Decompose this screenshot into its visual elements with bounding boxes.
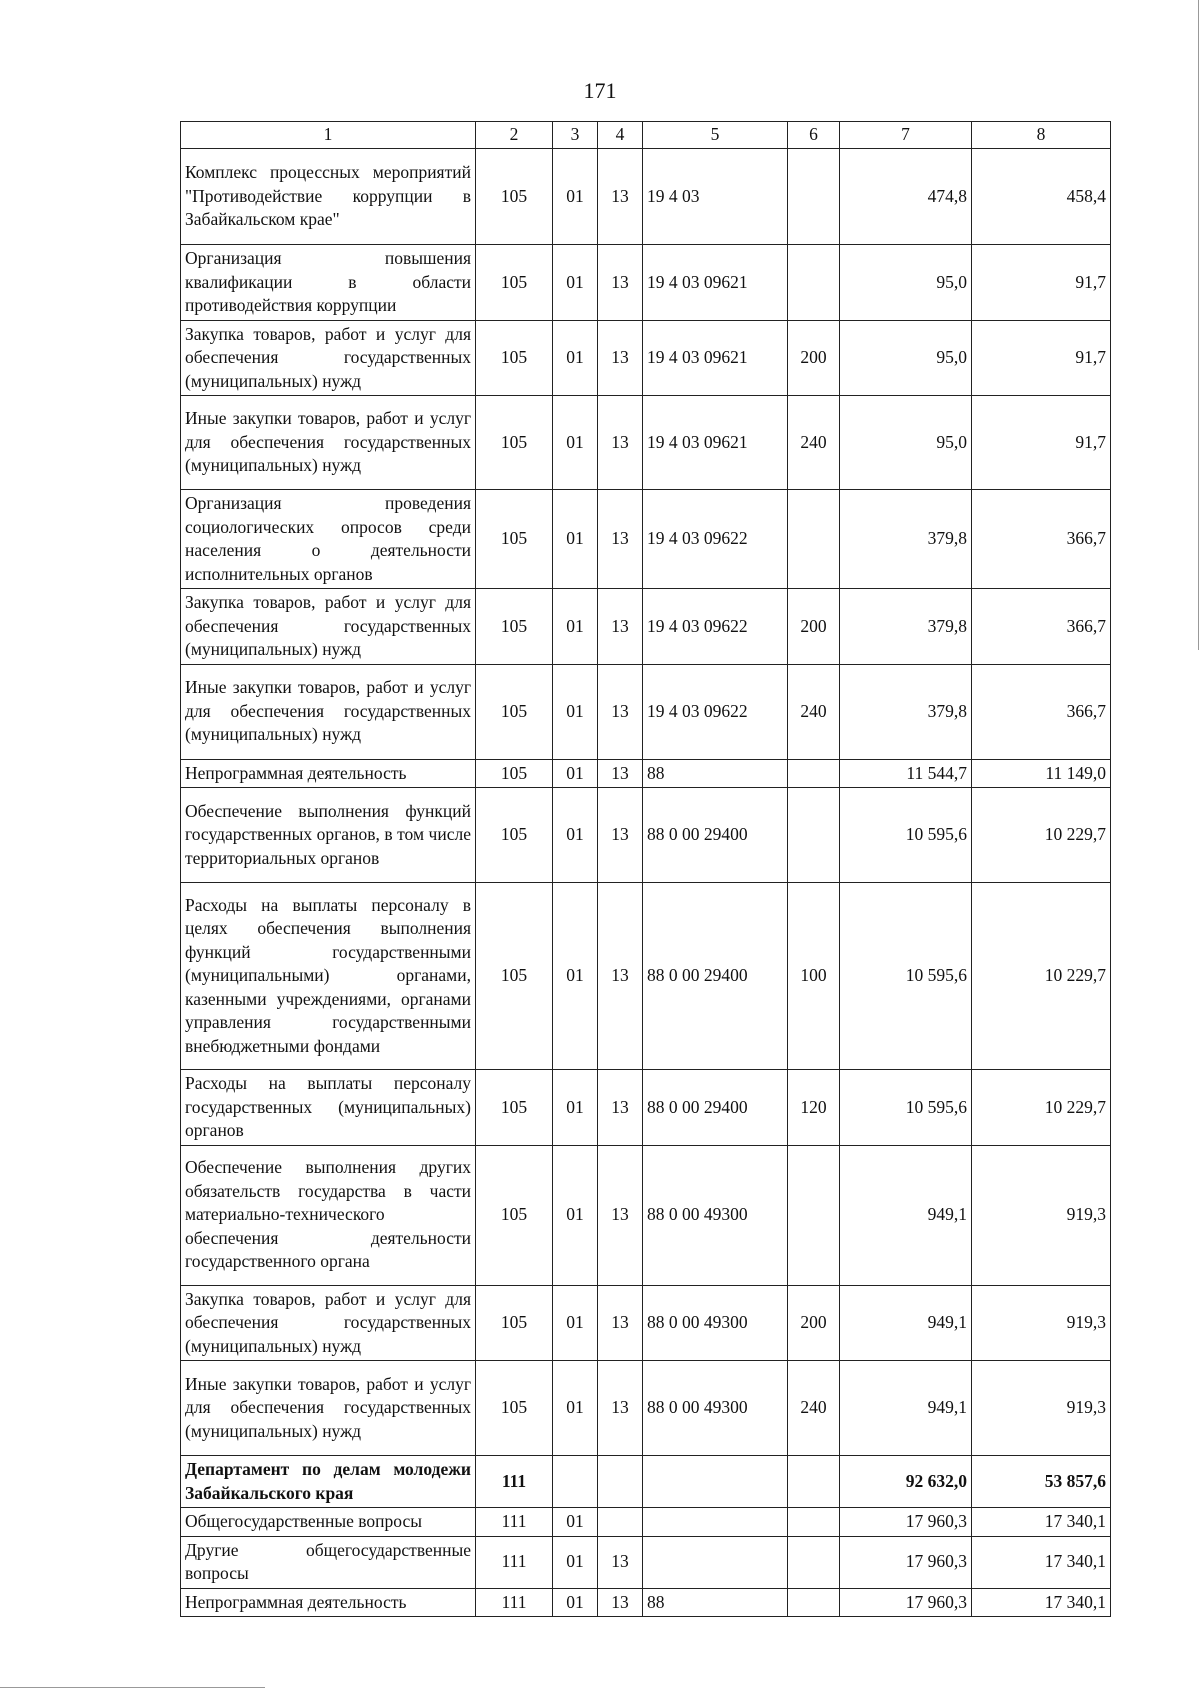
amount-cell: 91,7 bbox=[972, 320, 1111, 396]
subsection-cell: 13 bbox=[598, 1588, 643, 1617]
row-name-cell: Закупка товаров, работ и услуг для обеспечения государственных (муниципальных) нужд bbox=[181, 1285, 476, 1361]
table-row bbox=[181, 1588, 1111, 1617]
target-article-cell: 88 0 00 29400 bbox=[643, 1070, 788, 1146]
code-cell: 105 bbox=[476, 1285, 553, 1361]
target-article-cell bbox=[643, 1536, 788, 1588]
code-cell: 105 bbox=[476, 664, 553, 759]
code-cell: 105 bbox=[476, 149, 553, 245]
code-cell: 105 bbox=[476, 1145, 553, 1285]
section-cell: 01 bbox=[553, 245, 598, 321]
section-cell: 01 bbox=[553, 490, 598, 589]
header-cell: 7 bbox=[840, 122, 972, 149]
amount-cell: 919,3 bbox=[972, 1145, 1111, 1285]
subsection-cell: 13 bbox=[598, 759, 643, 788]
table-row bbox=[181, 883, 1111, 1070]
target-article-cell: 88 bbox=[643, 1588, 788, 1617]
amount-cell: 949,1 bbox=[840, 1361, 972, 1456]
target-article-cell: 88 0 00 49300 bbox=[643, 1145, 788, 1285]
scan-edge-line bbox=[0, 1687, 265, 1688]
header-cell: 2 bbox=[476, 122, 553, 149]
amount-cell: 379,8 bbox=[840, 589, 972, 665]
row-name-cell: Непрограммная деятельность bbox=[181, 1588, 476, 1617]
table-row bbox=[181, 1145, 1111, 1285]
expense-type-cell bbox=[788, 490, 840, 589]
expense-type-cell bbox=[788, 1145, 840, 1285]
section-cell: 01 bbox=[553, 788, 598, 883]
expense-type-cell bbox=[788, 149, 840, 245]
page-number: 171 bbox=[583, 78, 617, 103]
expense-type-cell: 240 bbox=[788, 1361, 840, 1456]
subsection-cell: 13 bbox=[598, 883, 643, 1070]
code-cell: 111 bbox=[476, 1588, 553, 1617]
expense-type-cell bbox=[788, 788, 840, 883]
row-name-cell: Другие общегосударственные вопросы bbox=[181, 1536, 476, 1588]
table-body bbox=[181, 149, 1111, 1617]
amount-cell: 10 229,7 bbox=[972, 1070, 1111, 1146]
amount-cell: 95,0 bbox=[840, 396, 972, 490]
subsection-cell: 13 bbox=[598, 320, 643, 396]
code-cell: 105 bbox=[476, 1361, 553, 1456]
expense-type-cell: 240 bbox=[788, 396, 840, 490]
amount-cell: 474,8 bbox=[840, 149, 972, 245]
expense-type-cell: 240 bbox=[788, 664, 840, 759]
code-cell: 105 bbox=[476, 788, 553, 883]
target-article-cell: 19 4 03 09621 bbox=[643, 320, 788, 396]
target-article-cell: 88 0 00 29400 bbox=[643, 788, 788, 883]
amount-cell: 17 960,3 bbox=[840, 1536, 972, 1588]
amount-cell: 10 229,7 bbox=[972, 883, 1111, 1070]
subsection-cell: 13 bbox=[598, 149, 643, 245]
code-cell: 105 bbox=[476, 245, 553, 321]
subsection-cell bbox=[598, 1456, 643, 1508]
row-name-cell: Департамент по делам молодежи Забайкальского края bbox=[181, 1456, 476, 1508]
section-cell: 01 bbox=[553, 759, 598, 788]
subsection-cell: 13 bbox=[598, 396, 643, 490]
row-name-cell: Закупка товаров, работ и услуг для обеспечения государственных (муниципальных) нужд bbox=[181, 589, 476, 665]
amount-cell: 949,1 bbox=[840, 1145, 972, 1285]
amount-cell: 95,0 bbox=[840, 245, 972, 321]
target-article-cell: 88 0 00 29400 bbox=[643, 883, 788, 1070]
section-cell: 01 bbox=[553, 1145, 598, 1285]
subsection-cell: 13 bbox=[598, 1285, 643, 1361]
row-name-cell: Комплекс процессных мероприятий "Противодействие коррупции в Забайкальском крае" bbox=[181, 149, 476, 245]
amount-cell: 10 595,6 bbox=[840, 788, 972, 883]
amount-cell: 949,1 bbox=[840, 1285, 972, 1361]
table-row bbox=[181, 490, 1111, 589]
header-cell: 6 bbox=[788, 122, 840, 149]
amount-cell: 11 149,0 bbox=[972, 759, 1111, 788]
table-row bbox=[181, 149, 1111, 245]
amount-cell: 17 960,3 bbox=[840, 1588, 972, 1617]
amount-cell: 379,8 bbox=[840, 664, 972, 759]
row-name-cell: Непрограммная деятельность bbox=[181, 759, 476, 788]
row-name-cell: Организация проведения социологических опросов среди населения о деятельности исполнительных органов bbox=[181, 490, 476, 589]
row-name-cell: Иные закупки товаров, работ и услуг для обеспечения государственных (муниципальных) нужд bbox=[181, 1361, 476, 1456]
table-row bbox=[181, 1508, 1111, 1537]
target-article-cell: 19 4 03 bbox=[643, 149, 788, 245]
row-name-cell: Иные закупки товаров, работ и услуг для обеспечения государственных (муниципальных) нужд bbox=[181, 664, 476, 759]
amount-cell: 10 229,7 bbox=[972, 788, 1111, 883]
section-cell: 01 bbox=[553, 1361, 598, 1456]
subsection-cell: 13 bbox=[598, 1145, 643, 1285]
section-cell: 01 bbox=[553, 320, 598, 396]
table-row bbox=[181, 1536, 1111, 1588]
amount-cell: 10 595,6 bbox=[840, 1070, 972, 1146]
section-cell: 01 bbox=[553, 1070, 598, 1146]
expense-type-cell bbox=[788, 1508, 840, 1537]
budget-table bbox=[180, 121, 1111, 1617]
amount-cell: 458,4 bbox=[972, 149, 1111, 245]
amount-cell: 10 595,6 bbox=[840, 883, 972, 1070]
amount-cell: 366,7 bbox=[972, 589, 1111, 665]
expense-type-cell: 200 bbox=[788, 589, 840, 665]
table-row bbox=[181, 245, 1111, 321]
expense-type-cell: 120 bbox=[788, 1070, 840, 1146]
table-row bbox=[181, 788, 1111, 883]
section-cell bbox=[553, 1456, 598, 1508]
header-row bbox=[181, 122, 1111, 149]
target-article-cell bbox=[643, 1508, 788, 1537]
section-cell: 01 bbox=[553, 883, 598, 1070]
section-cell: 01 bbox=[553, 589, 598, 665]
subsection-cell: 13 bbox=[598, 589, 643, 665]
header-cell: 8 bbox=[972, 122, 1111, 149]
subsection-cell: 13 bbox=[598, 788, 643, 883]
expense-type-cell: 200 bbox=[788, 320, 840, 396]
expense-type-cell bbox=[788, 1456, 840, 1508]
amount-cell: 95,0 bbox=[840, 320, 972, 396]
amount-cell: 11 544,7 bbox=[840, 759, 972, 788]
expense-type-cell: 100 bbox=[788, 883, 840, 1070]
target-article-cell: 88 bbox=[643, 759, 788, 788]
row-name-cell: Общегосударственные вопросы bbox=[181, 1508, 476, 1537]
subsection-cell: 13 bbox=[598, 490, 643, 589]
target-article-cell: 88 0 00 49300 bbox=[643, 1361, 788, 1456]
table-row bbox=[181, 1285, 1111, 1361]
table-row bbox=[181, 759, 1111, 788]
code-cell: 111 bbox=[476, 1508, 553, 1537]
row-name-cell: Расходы на выплаты персоналу в целях обеспечения выполнения функций государственными (муниципальными) органами, казенными учреждениями, органами управления государственными внебюджетными фондами bbox=[181, 883, 476, 1070]
expense-type-cell bbox=[788, 245, 840, 321]
row-name-cell: Закупка товаров, работ и услуг для обеспечения государственных (муниципальных) нужд bbox=[181, 320, 476, 396]
section-cell: 01 bbox=[553, 1285, 598, 1361]
subsection-cell bbox=[598, 1508, 643, 1537]
subsection-cell: 13 bbox=[598, 664, 643, 759]
amount-cell: 91,7 bbox=[972, 396, 1111, 490]
target-article-cell bbox=[643, 1456, 788, 1508]
target-article-cell: 19 4 03 09622 bbox=[643, 490, 788, 589]
code-cell: 105 bbox=[476, 490, 553, 589]
amount-cell: 919,3 bbox=[972, 1361, 1111, 1456]
code-cell: 105 bbox=[476, 396, 553, 490]
header-cell: 4 bbox=[598, 122, 643, 149]
target-article-cell: 19 4 03 09621 bbox=[643, 245, 788, 321]
subsection-cell: 13 bbox=[598, 1070, 643, 1146]
table-row bbox=[181, 664, 1111, 759]
expense-type-cell bbox=[788, 1536, 840, 1588]
target-article-cell: 19 4 03 09622 bbox=[643, 589, 788, 665]
scan-edge-line bbox=[1198, 0, 1199, 650]
section-cell: 01 bbox=[553, 1536, 598, 1588]
table-row bbox=[181, 1361, 1111, 1456]
expense-type-cell bbox=[788, 759, 840, 788]
table-row bbox=[181, 1070, 1111, 1146]
amount-cell: 17 960,3 bbox=[840, 1508, 972, 1537]
table-row bbox=[181, 320, 1111, 396]
amount-cell: 92 632,0 bbox=[840, 1456, 972, 1508]
amount-cell: 17 340,1 bbox=[972, 1536, 1111, 1588]
subsection-cell: 13 bbox=[598, 245, 643, 321]
code-cell: 105 bbox=[476, 589, 553, 665]
header-cell: 5 bbox=[643, 122, 788, 149]
section-cell: 01 bbox=[553, 396, 598, 490]
header-cell: 1 bbox=[181, 122, 476, 149]
code-cell: 111 bbox=[476, 1456, 553, 1508]
expense-type-cell: 200 bbox=[788, 1285, 840, 1361]
target-article-cell: 19 4 03 09622 bbox=[643, 664, 788, 759]
code-cell: 105 bbox=[476, 883, 553, 1070]
code-cell: 105 bbox=[476, 320, 553, 396]
row-name-cell: Иные закупки товаров, работ и услуг для обеспечения государственных (муниципальных) нужд bbox=[181, 396, 476, 490]
row-name-cell: Обеспечение выполнения других обязательств государства в части материально-технического обеспечения деятельности государственного органа bbox=[181, 1145, 476, 1285]
table-row bbox=[181, 396, 1111, 490]
amount-cell: 379,8 bbox=[840, 490, 972, 589]
amount-cell: 53 857,6 bbox=[972, 1456, 1111, 1508]
table-row bbox=[181, 1456, 1111, 1508]
row-name-cell: Обеспечение выполнения функций государственных органов, в том числе территориальных органов bbox=[181, 788, 476, 883]
target-article-cell: 88 0 00 49300 bbox=[643, 1285, 788, 1361]
header-cell: 3 bbox=[553, 122, 598, 149]
expense-type-cell bbox=[788, 1588, 840, 1617]
amount-cell: 919,3 bbox=[972, 1285, 1111, 1361]
amount-cell: 366,7 bbox=[972, 664, 1111, 759]
code-cell: 105 bbox=[476, 759, 553, 788]
target-article-cell: 19 4 03 09621 bbox=[643, 396, 788, 490]
section-cell: 01 bbox=[553, 149, 598, 245]
amount-cell: 366,7 bbox=[972, 490, 1111, 589]
code-cell: 111 bbox=[476, 1536, 553, 1588]
code-cell: 105 bbox=[476, 1070, 553, 1146]
row-name-cell: Расходы на выплаты персоналу государственных (муниципальных) органов bbox=[181, 1070, 476, 1146]
section-cell: 01 bbox=[553, 1508, 598, 1537]
section-cell: 01 bbox=[553, 1588, 598, 1617]
amount-cell: 17 340,1 bbox=[972, 1588, 1111, 1617]
section-cell: 01 bbox=[553, 664, 598, 759]
row-name-cell: Организация повышения квалификации в области противодействия коррупции bbox=[181, 245, 476, 321]
subsection-cell: 13 bbox=[598, 1361, 643, 1456]
amount-cell: 91,7 bbox=[972, 245, 1111, 321]
subsection-cell: 13 bbox=[598, 1536, 643, 1588]
table-row bbox=[181, 589, 1111, 665]
amount-cell: 17 340,1 bbox=[972, 1508, 1111, 1537]
